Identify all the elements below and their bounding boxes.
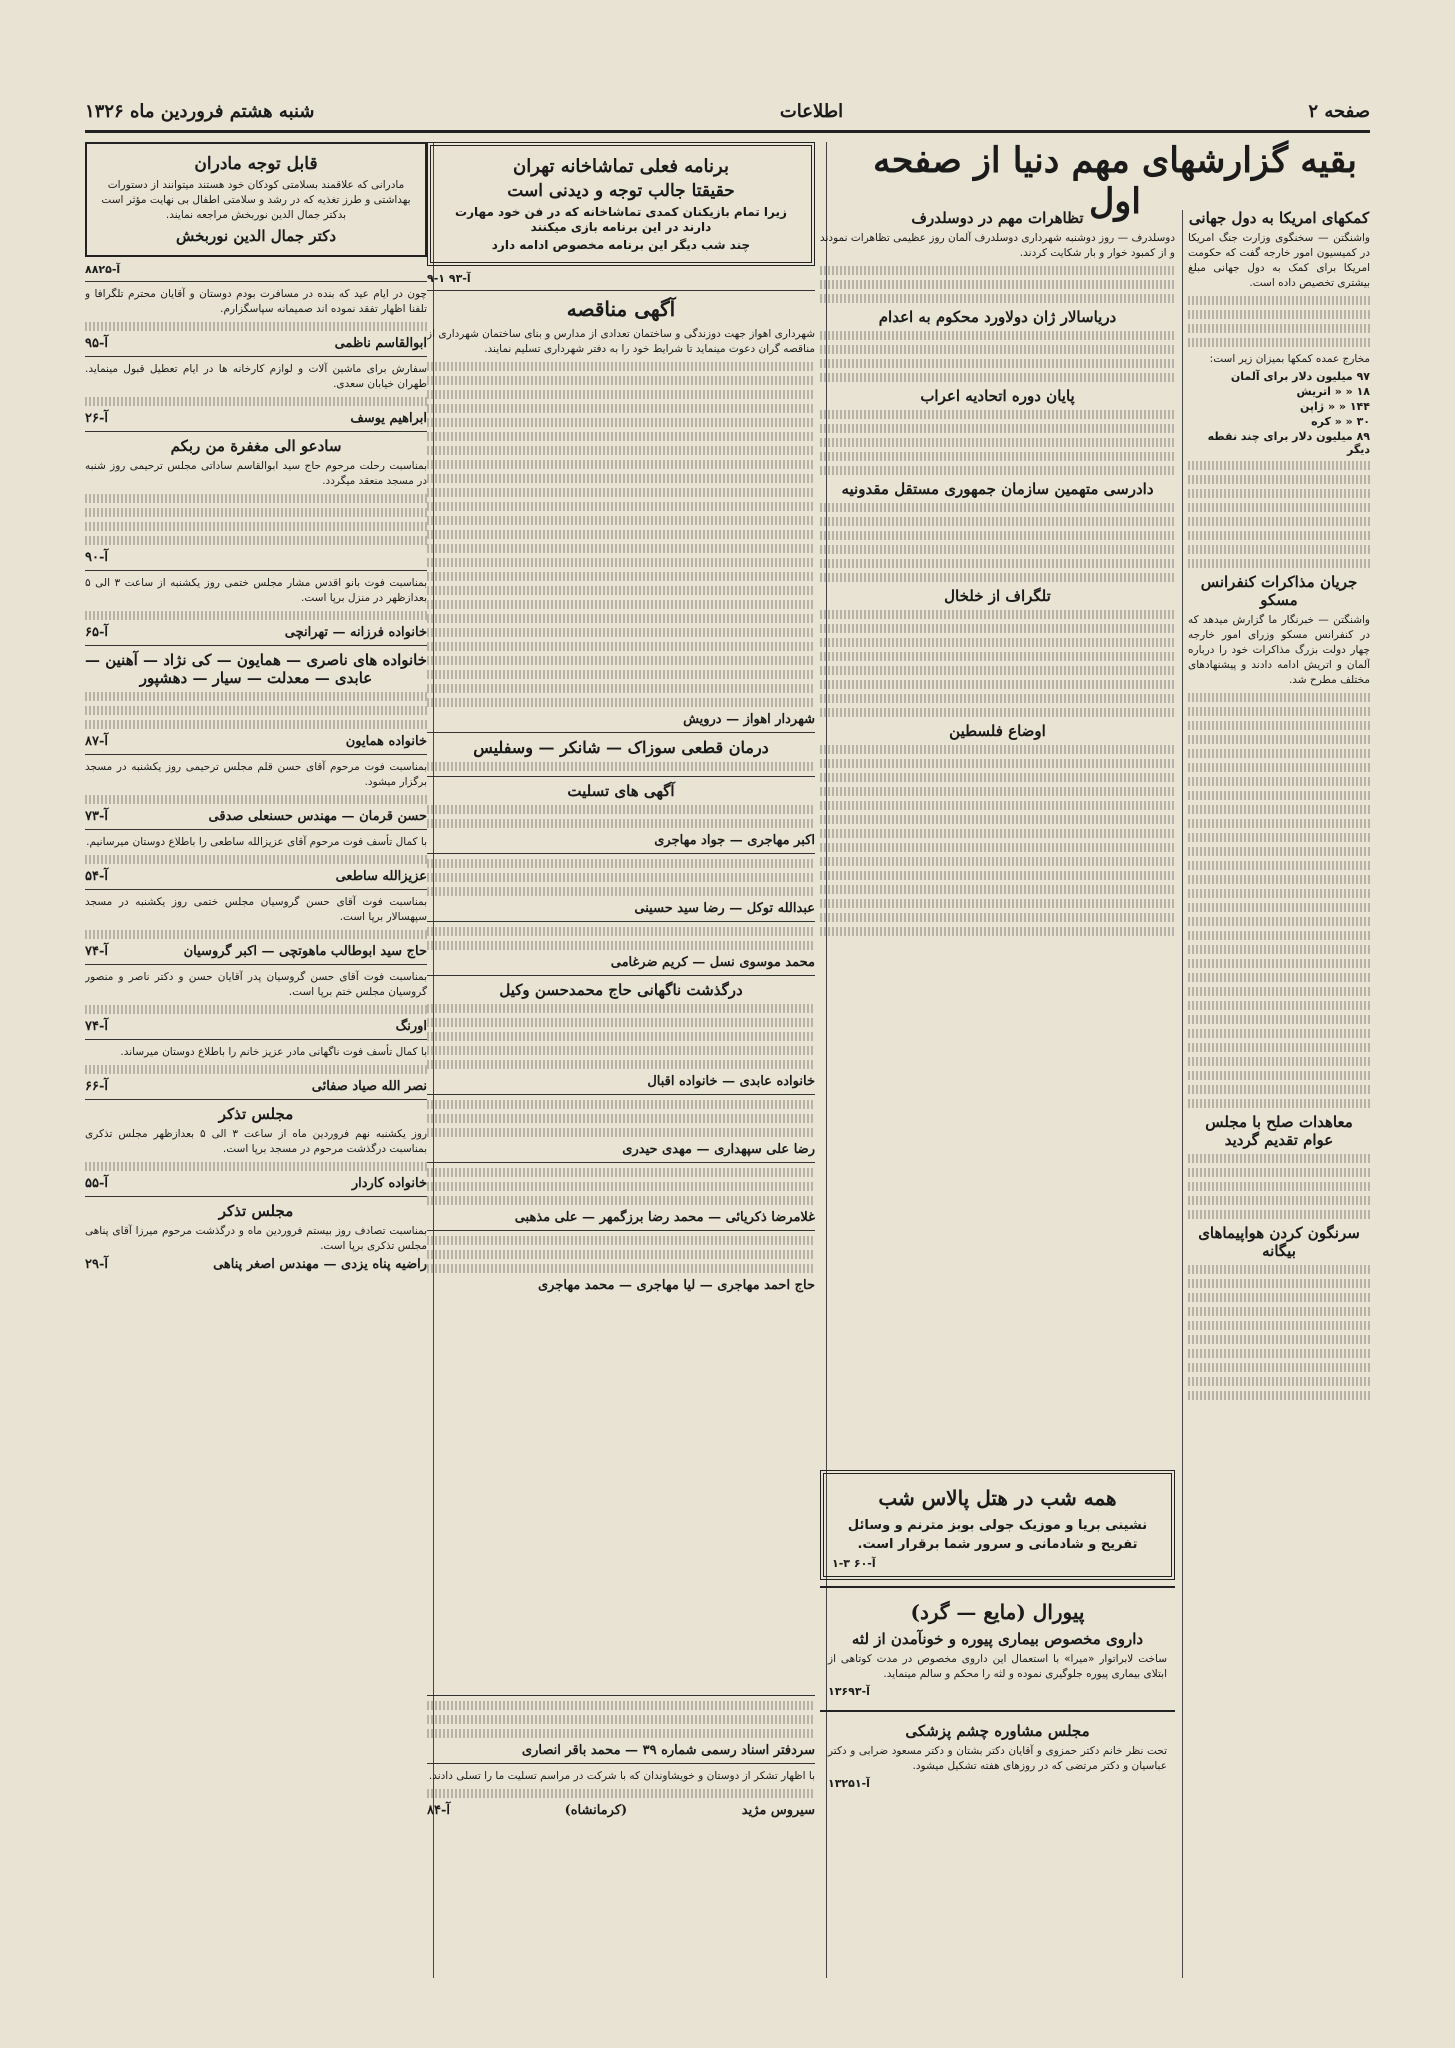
text-lines	[820, 708, 1175, 717]
text-lines	[1188, 1001, 1370, 1010]
text-lines	[427, 1250, 815, 1259]
text-lines	[1188, 749, 1370, 758]
column-rule	[1182, 210, 1183, 1978]
notice-heading: سادعو الی مغفرة من ربکم	[170, 437, 342, 455]
text-lines	[427, 1100, 815, 1109]
text-lines	[427, 502, 815, 511]
text-lines	[1188, 1182, 1370, 1191]
divider	[85, 645, 427, 646]
text-lines	[820, 801, 1175, 810]
text-lines	[1188, 1265, 1370, 1274]
text-lines	[820, 531, 1175, 540]
divider	[85, 1099, 427, 1100]
text-lines	[427, 1018, 815, 1027]
text-lines	[427, 1182, 815, 1191]
text-lines	[1188, 1349, 1370, 1358]
text-lines	[1188, 1279, 1370, 1288]
section-subtitle: پایان دوره اتحادیه اعراب	[920, 387, 1075, 405]
text-lines	[820, 638, 1175, 647]
theater-text: زیرا تمام بازیکنان کمدی تماشاخانه که در فن خود مهارت دارند در این برنامه بازی میکنند	[455, 205, 787, 234]
paper-name: اطلاعات	[779, 100, 844, 122]
text-lines	[427, 600, 815, 609]
text-lines	[85, 508, 427, 517]
notice-signature: ابوالقاسم ناظمی آ-۹۵	[85, 336, 427, 351]
text-lines	[820, 466, 1175, 475]
theater-ad	[427, 142, 815, 266]
divider	[85, 829, 427, 830]
text-lines	[1188, 1377, 1370, 1386]
divider	[427, 290, 815, 291]
text-lines	[427, 376, 815, 385]
notice-text: بمناسبت فوت آقای حسن گروسیان مجلس ختمی روز یکشنبه در مسجد سپهسالار برپا است.	[85, 896, 427, 923]
notice-text: سفارش برای ماشین آلات و لوازم کارخانه ها در ایام تعطیل قبول مینماید. طهران خیابان سعدی.	[85, 363, 427, 390]
notice-signature: نصر الله صیاد صفائی آ-۶۶	[85, 1079, 427, 1094]
notice-signature: آ-۹۰	[85, 550, 108, 565]
section-subtitle: تلگراف از خلخال	[944, 587, 1051, 605]
notice-text: بمناسبت فوت مرحوم آقای حسن قلم مجلس ترحیمی روز یکشنبه در مسجد برگزار میشود.	[85, 761, 427, 788]
notice-signature: حاج سید ابوطالب ماهوتچی — اکبر گروسیان آ-۷۴	[85, 944, 427, 959]
mourning-signer: حاج احمد مهاجری — لیا مهاجری — محمد مهاجری	[537, 1278, 815, 1293]
text-lines	[427, 530, 815, 539]
text-lines	[1188, 489, 1370, 498]
text-lines	[85, 536, 427, 545]
text-lines	[1188, 1099, 1370, 1108]
theater-text: چند شب دیگر این برنامه مخصوص ادامه دارد	[491, 238, 751, 252]
text-lines	[820, 759, 1175, 768]
pyoral-title: پیورال (مایع — گرد)	[910, 1600, 1085, 1624]
notice-text: چون در ایام عید که بنده در مسافرت بودم دوستان و آقایان محترم تلگرافا و تلفنا اظهار تفقد نموده اند صمیمانه سپاسگزارم.	[85, 288, 427, 315]
text-lines	[820, 773, 1175, 782]
text-lines	[820, 745, 1175, 754]
text-lines	[820, 871, 1175, 880]
mourning-signer: غلامرضا ذکریائی — محمد رضا برزگمهر — علی مذهبی	[514, 1210, 815, 1225]
divider	[427, 1763, 815, 1764]
text-lines	[85, 720, 427, 729]
tadhakkor-signature: راضیه پناه یزدی — مهندس اصغر پناهی آ-۲۹	[85, 1257, 427, 1272]
text-lines	[1188, 791, 1370, 800]
text-lines	[427, 1032, 815, 1041]
column-world-news-1	[1188, 205, 1370, 1978]
text-lines	[1188, 296, 1370, 305]
text-lines	[427, 762, 815, 771]
text-lines	[1188, 517, 1370, 526]
section-subtitle: سرنگون کردن هواپیماهای بیگانه	[1198, 1224, 1360, 1260]
text-lines	[1188, 310, 1370, 319]
text-lines	[427, 1196, 815, 1205]
eye-clinic-title: مجلس مشاوره چشم پزشکی	[905, 1722, 1090, 1740]
text-lines	[820, 680, 1175, 689]
divider	[427, 1094, 815, 1095]
text-lines	[1188, 861, 1370, 870]
notice-signature: خانواده همایون آ-۸۷	[85, 734, 427, 749]
text-lines	[820, 843, 1175, 852]
divider	[85, 1039, 427, 1040]
text-lines	[820, 280, 1175, 289]
section-subtitle: معاهدات صلح با مجلس عوام تقدیم گردید	[1205, 1113, 1353, 1149]
text-lines	[1188, 1071, 1370, 1080]
column-notices	[85, 142, 427, 1978]
text-lines	[820, 559, 1175, 568]
text-lines	[820, 927, 1175, 936]
mourning-title: آگهی های تسلیت	[567, 782, 675, 800]
text-lines	[1188, 721, 1370, 730]
ad-code: آ-۸۸۲۵	[85, 263, 121, 276]
text-lines	[1188, 1391, 1370, 1400]
notice-text: با کمال تأسف فوت مرحوم آقای عزیزالله ساطعی را باطلاع دوستان میرسانیم.	[86, 836, 427, 848]
text-lines	[1188, 847, 1370, 856]
text-lines	[427, 586, 815, 595]
section-subtitle: دریاسالار ژان دولاورد محکوم به اعدام	[878, 308, 1117, 326]
notice-text: بمناسبت فوت آقای حسن گروسیان پدر آقایان حسن و دکتر ناصر و منصور گروسیان مجلس ختم برپا است.	[85, 971, 427, 998]
text-lines	[427, 558, 815, 567]
notice-signature: اورنگ آ-۷۴	[85, 1019, 427, 1034]
text-lines	[1188, 875, 1370, 884]
text-lines	[427, 873, 815, 882]
divider	[85, 754, 427, 755]
text-lines	[820, 610, 1175, 619]
text-lines	[427, 1004, 815, 1013]
text-lines	[1188, 559, 1370, 568]
text-lines	[427, 670, 815, 679]
text-lines	[1188, 805, 1370, 814]
text-lines	[427, 1264, 815, 1273]
text-lines	[1188, 475, 1370, 484]
divider	[427, 776, 815, 777]
text-lines	[820, 452, 1175, 461]
text-lines	[85, 855, 427, 864]
figure-item: ۳۰ « « کره	[1311, 415, 1370, 428]
text-lines	[820, 438, 1175, 447]
text-lines	[427, 859, 815, 868]
figure-item: ۱۴۴ « « ژاپن	[1300, 400, 1370, 413]
text-lines	[427, 642, 815, 651]
divider	[85, 889, 427, 890]
notice-text: بمناسبت فوت بانو اقدس مشار مجلس ختمی روز یکشنبه از ساعت ۳ الی ۵ بعدازظهر در منزل برپا است.	[85, 577, 427, 604]
text-lines	[427, 516, 815, 525]
text-lines	[427, 684, 815, 693]
text-lines	[820, 694, 1175, 703]
page-number: صفحه ۲	[1308, 100, 1370, 122]
text-lines	[427, 656, 815, 665]
text-lines	[1188, 1168, 1370, 1177]
divider	[85, 356, 427, 357]
text-lines	[427, 1046, 815, 1055]
text-lines	[1188, 735, 1370, 744]
text-lines	[427, 941, 815, 950]
theater-title: برنامه فعلی تماشاخانه تهران	[513, 156, 729, 177]
text-lines	[427, 1128, 815, 1137]
text-lines	[1188, 338, 1370, 347]
text-lines	[85, 1065, 427, 1074]
tender-title: آگهی مناقصه	[566, 297, 676, 321]
text-lines	[820, 373, 1175, 382]
text-lines	[1188, 693, 1370, 702]
text-lines	[820, 885, 1175, 894]
text-lines	[85, 930, 427, 939]
text-lines	[820, 666, 1175, 675]
text-lines	[1188, 1015, 1370, 1024]
section-subtitle: دادرسی متهمین سازمان جمهوری مستقل مقدونیه	[841, 480, 1154, 498]
text-lines	[85, 397, 427, 406]
text-lines	[1188, 1363, 1370, 1372]
column-announcements	[427, 142, 815, 1688]
text-lines	[427, 390, 815, 399]
column-world-news-2	[820, 205, 1175, 1458]
text-lines	[427, 1701, 815, 1710]
text-lines	[427, 1060, 815, 1069]
divider	[85, 964, 427, 965]
text-lines	[1188, 1085, 1370, 1094]
text-lines	[85, 795, 427, 804]
figure-item: ۸۹ میلیون دلار برای چند نقطه دیگر	[1207, 430, 1370, 456]
text-lines	[820, 424, 1175, 433]
pyoral-ad	[820, 1586, 1175, 1704]
page-header	[85, 92, 1370, 133]
figure-item: ۹۷ میلیون دلار برای آلمان	[1230, 370, 1370, 383]
treatment-ad-title: درمان قطعی سوزاک — شانکر — وسفلیس	[473, 738, 769, 757]
text-lines	[820, 899, 1175, 908]
text-lines	[427, 572, 815, 581]
main-headline: بقیه گزارشهای مهم دنیا از صفحه اول	[873, 140, 1357, 222]
column-ads-bottom	[820, 1470, 1175, 1978]
section-subtitle: اوضاع فلسطین	[949, 722, 1046, 740]
issue-date: شنبه هشتم فروردین ماه ۱۳۲۶	[85, 100, 315, 122]
thanks-signature: سیروس مژید (کرمانشاه) آ-۸۴	[427, 1803, 815, 1818]
text-lines	[427, 1715, 815, 1724]
thanks-text: با اظهار تشکر از دوستان و خویشاوندان که با شرکت در مراسم تسلیت ما را تسلی دادند.	[428, 1770, 815, 1782]
text-lines	[820, 857, 1175, 866]
divider	[85, 1196, 427, 1197]
text-lines	[1188, 1057, 1370, 1066]
mourning-subtitle: درگذشت ناگهانی حاج محمدحسن وکیل	[499, 981, 743, 999]
divider	[427, 1162, 815, 1163]
text-lines	[1188, 531, 1370, 540]
tadhakkor-title: مجلس تذکر	[218, 1202, 294, 1220]
notice-signature: حسن قرمان — مهندس حسنعلی صدقی آ-۷۳	[85, 809, 427, 824]
figure-item: ۱۸ « « اتریش	[1296, 385, 1370, 398]
text-lines	[1188, 819, 1370, 828]
text-lines	[1188, 777, 1370, 786]
text-lines	[427, 628, 815, 637]
tadhakkor-text: روز یکشنبه نهم فروردین ماه از ساعت ۳ الی ۵ بعدازظهر مجلس تذکری بمناسبت درگذشت مرحوم در مسجد برپا است.	[85, 1128, 427, 1155]
text-lines	[820, 517, 1175, 526]
text-lines	[1188, 973, 1370, 982]
divider	[85, 431, 427, 432]
text-lines	[85, 322, 427, 331]
text-lines	[820, 652, 1175, 661]
text-lines	[820, 829, 1175, 838]
text-lines	[1188, 1210, 1370, 1219]
mothers-ad-title: قابل توجه مادران	[194, 154, 318, 174]
ad-code: آ-۶۰ ۳-۱	[832, 1557, 876, 1570]
text-lines	[427, 805, 815, 814]
column-announcements-bottom	[427, 1690, 815, 1978]
divider	[427, 1230, 815, 1231]
ad-code: آ-۹۳ ۱-۹	[427, 272, 471, 285]
text-lines	[427, 1114, 815, 1123]
tadhakkor-text: بمناسبت تصادف روز بیستم فروردین ماه و درگذشت مرحوم میرزا آقای پناهی مجلس تذکری برپا است.	[85, 1225, 427, 1252]
text-lines	[1188, 945, 1370, 954]
text-lines	[427, 1789, 815, 1798]
text-lines	[1188, 503, 1370, 512]
mothers-ad-text: مادرانی که علاقمند بسلامتی کودکان خود هستند میتوانند از دستورات بهداشتی و طرز تغذیه که در رشد و سلامتی اطفال بی نهایت مؤثر است بدکتر جمال الدین نوربخش مراجعه نمایند.	[101, 179, 411, 221]
text-lines	[427, 474, 815, 483]
text-lines	[820, 410, 1175, 419]
text-lines	[85, 692, 427, 701]
ad-code: آ-۱۳۶۹۳	[828, 1685, 870, 1698]
notice-heading: خانواده های ناصری — همایون — کی نژاد — آهنین — عابدی — معدلت — سیار — دهشپور	[85, 651, 427, 687]
divider	[427, 975, 815, 976]
text-lines	[1188, 324, 1370, 333]
text-lines	[427, 460, 815, 469]
text-lines	[1188, 1154, 1370, 1163]
text-lines	[427, 887, 815, 896]
text-lines	[820, 503, 1175, 512]
text-lines	[427, 544, 815, 553]
ad-code: آ-۱۳۲۵۱	[828, 1777, 870, 1790]
text-lines	[820, 266, 1175, 275]
text-lines	[1188, 1293, 1370, 1302]
text-lines	[427, 819, 815, 828]
text-lines	[1188, 545, 1370, 554]
text-lines	[820, 345, 1175, 354]
text-lines	[1188, 1029, 1370, 1038]
mourning-signer: رضا علی سپهداری — مهدی حیدری	[622, 1142, 815, 1157]
text-lines	[820, 545, 1175, 554]
text-lines	[820, 913, 1175, 922]
hotel-text: نشینی بریا و موزیک جولی بوبز مترنم و وسائل تفریح و شادمانی و سرور شما برقرار است.	[847, 1518, 1148, 1552]
text-lines	[427, 698, 815, 707]
tender-text: شهرداری اهواز جهت دوزندگی و ساختمان تعدادی از مدارس و بنای ساختمان شهرداری از مناقصه گران دعوت مینماید تا شرایط خود را به دفتر شهرداری تسلیم نمایند.	[427, 328, 815, 355]
text-lines	[427, 432, 815, 441]
article-text: واشنگتن — سخنگوی وزارت جنگ امریکا در کمیسیون امور خارجه گفت که حکومت امریکا برای کمک به دول جهانی مبلغ بیشتری تخصیص داده است.	[1188, 232, 1370, 289]
text-lines	[85, 611, 427, 620]
text-lines	[427, 927, 815, 936]
text-lines	[85, 706, 427, 715]
text-lines	[427, 362, 815, 371]
text-lines	[820, 331, 1175, 340]
text-lines	[1188, 461, 1370, 470]
mothers-ad-doctor: دکتر جمال الدین نوربخش	[175, 227, 337, 245]
notice-signature: عزیزالله ساطعی آ-۵۴	[85, 869, 427, 884]
text-lines	[85, 522, 427, 531]
divider	[427, 1695, 815, 1696]
text-lines	[1188, 833, 1370, 842]
eye-clinic-ad	[820, 1710, 1175, 1796]
text-lines	[820, 815, 1175, 824]
article-text: دوسلدرف — روز دوشنبه شهرداری دوسلدرف آلمان روز عظیمی تظاهرات نمودند و از کمبود خوار و بار شکایت کردند.	[820, 232, 1175, 259]
text-lines	[427, 1236, 815, 1245]
text-lines	[1188, 763, 1370, 772]
text-lines	[820, 573, 1175, 582]
text-lines	[1188, 707, 1370, 716]
article-text: مخارج عمده کمکها بمیزان زیر است:	[1209, 353, 1370, 365]
text-lines	[85, 1005, 427, 1014]
text-lines	[1188, 987, 1370, 996]
article-text: واشنگتن — خبرنگار ما گزارش میدهد که در کنفرانس مسکو وزرای امور خارجه چهار دولت بزرگ مذاکرات خود را درباره آلمان و اتریش ادامه دادند و پیشنهادهای مختلف مطرح شد.	[1188, 614, 1370, 686]
tadhakkor-title: مجلس تذکر	[218, 1105, 294, 1123]
divider	[85, 281, 427, 282]
text-lines	[427, 614, 815, 623]
mothers-ad	[85, 142, 427, 257]
text-lines	[1188, 1043, 1370, 1052]
divider	[427, 921, 815, 922]
text-lines	[85, 1162, 427, 1171]
text-lines	[1188, 1196, 1370, 1205]
text-lines	[427, 404, 815, 413]
text-lines	[427, 1168, 815, 1177]
tadhakkor-signature: خانواده کاردار آ-۵۵	[85, 1176, 427, 1191]
text-lines	[427, 488, 815, 497]
pyoral-subtitle: داروی مخصوص بیماری پیوره و خونآمدن از لثه	[851, 1630, 1144, 1648]
text-lines	[1188, 1307, 1370, 1316]
theater-line: حقیقتا جالب توجه و دیدنی است	[507, 181, 735, 201]
text-lines	[820, 787, 1175, 796]
text-lines	[1188, 959, 1370, 968]
mourning-signer: محمد موسوی نسل — کریم ضرغامی	[610, 955, 815, 970]
text-lines	[820, 624, 1175, 633]
mourning-signer: اکبر مهاجری — جواد مهاجری	[654, 833, 815, 848]
text-lines	[1188, 917, 1370, 926]
divider	[427, 732, 815, 733]
text-lines	[427, 418, 815, 427]
divider	[85, 570, 427, 571]
mourning-signer: خانواده عابدی — خانواده اقبال	[647, 1074, 815, 1089]
notice-signature: ابراهیم یوسف آ-۲۶	[85, 411, 427, 426]
pyoral-text: ساخت لابراتوار «میرا» با استعمال این داروی مخصوص در مدت کوتاهی از ابتلای بیماری پیوره جلوگیری نموده و لثه را محکم و سالم مینماید.	[828, 1653, 1167, 1680]
divider	[427, 853, 815, 854]
mourning-signer: عبدالله توکل — رضا سید حسینی	[634, 901, 815, 916]
eye-clinic-text: تحت نظر خانم دکتر حمزوی و آقایان دکتر بشتان و دکتر مسعود ضرابی و دکتر عباسیان و دکتر مرتضی که در روزهای هفته تشکیل میشود.	[828, 1745, 1167, 1772]
hotel-title: همه شب در هتل پالاس شب	[878, 1486, 1117, 1510]
text-lines	[1188, 1335, 1370, 1344]
notice-text: با کمال تأسف فوت ناگهانی مادر عزیز خانم را باطلاع دوستان میرساند.	[120, 1046, 427, 1058]
text-lines	[820, 294, 1175, 303]
text-lines	[427, 446, 815, 455]
tender-signature: شهردار اهواز — درویش	[683, 712, 815, 727]
notice-text: بمناسبت رحلت مرحوم حاج سید ابوالقاسم ساداتی مجلس ترحیمی روز شنبه در مسجد منعقد میگردد.	[85, 460, 427, 487]
hotel-palace-ad	[820, 1470, 1175, 1580]
section-title: تظاهرات مهم در دوسلدرف	[911, 209, 1084, 227]
text-lines	[427, 1729, 815, 1738]
figures-list	[1188, 370, 1370, 456]
text-lines	[820, 359, 1175, 368]
section-title: کمکهای امریکا به دول جهانی	[1188, 209, 1370, 227]
text-lines	[1188, 903, 1370, 912]
section-subtitle: جریان مذاکرات کنفرانس مسکو	[1200, 573, 1358, 609]
notice-signature: خانواده فرزانه — تهرانچی آ-۶۵	[85, 625, 427, 640]
text-lines	[1188, 1321, 1370, 1330]
text-lines	[1188, 889, 1370, 898]
text-lines	[85, 494, 427, 503]
mourning-signer: سردفتر اسناد رسمی شماره ۳۹ — محمد باقر انصاری	[521, 1743, 815, 1758]
text-lines	[1188, 931, 1370, 940]
